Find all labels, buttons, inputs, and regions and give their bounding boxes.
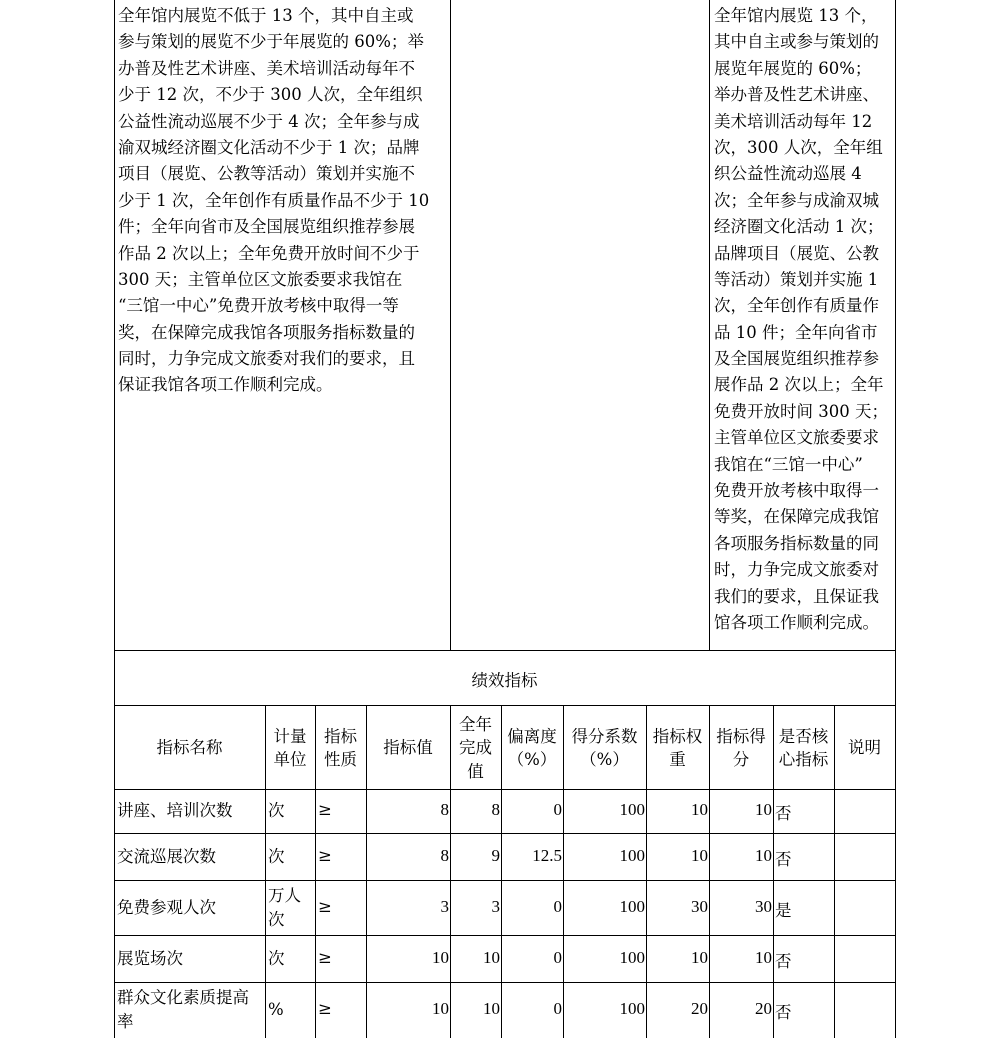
grid-line [114, 880, 896, 881]
cell-unit-line: 次 [268, 909, 285, 929]
cell-unit-line: % [268, 999, 284, 1019]
cell-name [117, 845, 216, 869]
cell-nature: ≥ [318, 845, 332, 865]
cell-nature: ≥ [318, 947, 332, 967]
target-text-line: 同时，力争完成文旅委对我们的要求，且 [118, 349, 415, 369]
cell-weight: 10 [691, 947, 708, 967]
cell-weight: 10 [691, 845, 708, 865]
grid-line [114, 705, 896, 706]
cell-name-line: 讲座、培训次数 [117, 801, 233, 820]
cell-unit [268, 947, 285, 971]
actual-text-line: 美术培训活动每年 12 [714, 111, 873, 131]
header-done-text: 全年 [459, 714, 492, 734]
header-dev-text: 偏离度 [507, 726, 557, 746]
cell-name [117, 986, 249, 1034]
cell-nature: ≥ [318, 800, 332, 819]
target-text-line: 全年馆内展览不低于 13 个，其中自主或 [118, 6, 414, 25]
header-dev-text: （%） [507, 750, 557, 769]
cell-done: 10 [483, 947, 500, 967]
grid-line [895, 0, 896, 1038]
header-unit [265, 725, 315, 772]
header-coef [563, 725, 646, 772]
target-text-line: 渝双城经济圈文化活动不少于 1 次；品牌 [118, 137, 420, 157]
cell-value: 8 [440, 845, 449, 865]
cell-score: 10 [755, 947, 772, 967]
target-text-line: 保证我馆各项工作顺利完成。 [118, 375, 333, 395]
header-done [450, 713, 501, 784]
actual-text-line: 各项服务指标数量的同 [714, 533, 879, 553]
cell-unit [268, 884, 301, 932]
cell-value: 10 [432, 998, 449, 1018]
cell-dev: 12.5 [532, 845, 562, 865]
grid-line [114, 833, 896, 834]
actual-text-line: 品牌项目（展览、公教 [714, 243, 879, 263]
grid-line [114, 650, 896, 651]
cell-score: 20 [755, 998, 772, 1018]
actual-text-line: 我们的要求，且保证我 [714, 586, 879, 606]
cell-coef: 100 [619, 800, 645, 819]
header-nature-text: 指标 [324, 726, 357, 746]
header-unit-text: 单位 [273, 750, 307, 769]
cell-weight: 10 [691, 800, 708, 819]
cell-done: 8 [491, 800, 500, 819]
actual-text-line: 次，300 人次，全年组 [714, 137, 883, 157]
target-text-line: 少于 1 次，全年创作有质量作品不少于 10 [118, 190, 430, 210]
target-text-line: 奖，在保障完成我馆各项服务指标数量的 [118, 322, 415, 342]
actual-text-line: 其中自主或参与策划的 [714, 32, 879, 52]
cell-unit-line: 次 [268, 948, 285, 968]
cell-coef: 100 [619, 845, 645, 865]
cell-value: 3 [440, 896, 449, 916]
header-unit-text: 计量 [273, 726, 307, 746]
cell-core: 是 [775, 900, 792, 920]
cell-unit [268, 998, 284, 1022]
actual-text-line: 展作品 2 次以上；全年 [714, 375, 884, 395]
cell-name-line: 交流巡展次数 [117, 846, 216, 866]
actual-text-line: 及全国展览组织推荐参 [714, 349, 879, 369]
header-nature-text: 性质 [324, 750, 357, 769]
header-done-text: 完成 [459, 738, 492, 758]
header-done-text: 值 [467, 761, 484, 781]
target-text-line: 300 天；主管单位区文旅委要求我馆在 [118, 269, 403, 289]
actual-text-line: 馆各项工作顺利完成。 [714, 612, 879, 632]
cell-name [117, 799, 233, 823]
header-name [114, 736, 265, 760]
header-core-text: 是否核 [778, 726, 829, 746]
grid-line [114, 935, 896, 936]
actual-text-line: 品 10 件；全年向省市 [714, 322, 878, 342]
header-name-text: 指标名称 [156, 738, 223, 758]
cell-unit-line: 万人 [268, 885, 301, 905]
cell-weight: 20 [691, 998, 708, 1018]
actual-completion-text [714, 3, 888, 636]
cell-coef: 100 [619, 998, 645, 1018]
target-text-line: “三馆一中心”免费开放考核中取得一等 [118, 296, 399, 316]
header-core-text: 心指标 [778, 750, 829, 769]
cell-dev: 0 [553, 998, 562, 1018]
header-nature [315, 725, 366, 772]
actual-text-line: 等活动）策划并实施 1 [714, 269, 879, 289]
actual-text-line: 全年馆内展览 13 个， [714, 6, 878, 25]
cell-name-line: 免费参观人次 [117, 897, 216, 917]
header-coef-text: （%） [580, 750, 629, 769]
cell-dev: 0 [553, 947, 562, 967]
actual-text-line: 主管单位区文旅委要求 [714, 428, 879, 448]
annual-target-text [118, 3, 429, 399]
cell-name-line: 群众文化素质提高 [117, 987, 249, 1007]
cell-value: 10 [432, 947, 449, 967]
header-weight-text: 重 [669, 750, 686, 769]
cell-core: 否 [775, 1002, 792, 1022]
actual-text-line: 我馆在“三馆一中心” [714, 454, 863, 474]
actual-text-line: 次；全年参与成渝双城 [714, 190, 879, 210]
cell-coef: 100 [619, 947, 645, 967]
target-text-line: 项目（展览、公教等活动）策划并实施不 [118, 164, 415, 184]
header-weight-text: 指标权 [652, 726, 703, 746]
header-note [834, 736, 895, 760]
cell-dev: 0 [553, 896, 562, 916]
cell-core: 否 [775, 849, 792, 869]
actual-text-line: 时，力争完成文旅委对 [714, 560, 879, 580]
target-text-line: 办普及性艺术讲座、美术培训活动每年不 [118, 58, 415, 78]
actual-text-line: 等奖，在保障完成我馆 [714, 507, 879, 527]
cell-unit-line: 次 [268, 846, 285, 866]
cell-nature: ≥ [318, 896, 332, 916]
grid-line [114, 0, 115, 1038]
actual-text-line: 展览年展览的 60%； [714, 58, 872, 78]
grid-line [114, 789, 896, 790]
section-title: 绩效指标 [471, 671, 538, 690]
grid-line [450, 0, 451, 651]
actual-text-line: 免费开放时间 300 天； [714, 401, 888, 421]
actual-text-line: 经济圈文化活动 1 次； [714, 217, 884, 237]
header-score [709, 725, 773, 772]
cell-done: 3 [491, 896, 500, 916]
cell-nature: ≥ [318, 998, 332, 1018]
cell-dev: 0 [553, 800, 562, 819]
actual-text-line: 织公益性流动巡展 4 [714, 164, 862, 184]
cell-score: 10 [755, 845, 772, 865]
header-dev [501, 725, 563, 772]
header-score-text: 指标得 [716, 726, 766, 746]
header-weight [646, 725, 709, 772]
target-text-line: 公益性流动巡展不少于 4 次；全年参与成 [118, 111, 420, 131]
cell-score: 10 [755, 800, 772, 819]
target-text-line: 作品 2 次以上；全年免费开放时间不少于 [118, 243, 420, 263]
cell-unit [268, 799, 285, 823]
target-text-line: 件；全年向省市及全国展览组织推荐参展 [118, 217, 415, 237]
header-core [773, 725, 834, 772]
cell-unit-line: 次 [268, 801, 285, 820]
cell-weight: 30 [691, 896, 708, 916]
cell-core: 否 [775, 804, 792, 823]
cell-coef: 100 [619, 896, 645, 916]
header-note-text: 说明 [848, 738, 881, 758]
cell-done: 10 [483, 998, 500, 1018]
cell-name-line: 展览场次 [117, 948, 183, 968]
target-text-line: 参与策划的展览不少于年展览的 60%；举 [118, 32, 424, 52]
cell-core: 否 [775, 951, 792, 971]
target-text-line: 少于 12 次，不少于 300 人次，全年组织 [118, 85, 423, 105]
grid-line [709, 0, 710, 651]
header-coef-text: 得分系数 [571, 726, 638, 746]
cell-unit [268, 845, 285, 869]
header-value-text: 指标值 [383, 738, 433, 758]
header-score-text: 分 [732, 750, 750, 769]
cell-name [117, 947, 183, 971]
grid-line [114, 982, 896, 983]
actual-text-line: 次，全年创作有质量作 [714, 296, 879, 316]
cell-name-line: 率 [117, 1011, 134, 1031]
cell-score: 30 [755, 896, 772, 916]
actual-text-line: 免费开放考核中取得一 [714, 481, 879, 501]
cell-name [117, 896, 216, 920]
cell-done: 9 [491, 845, 500, 865]
actual-text-line: 举办普及性艺术讲座、 [714, 85, 879, 105]
header-value [366, 736, 450, 760]
cell-value: 8 [440, 800, 449, 819]
